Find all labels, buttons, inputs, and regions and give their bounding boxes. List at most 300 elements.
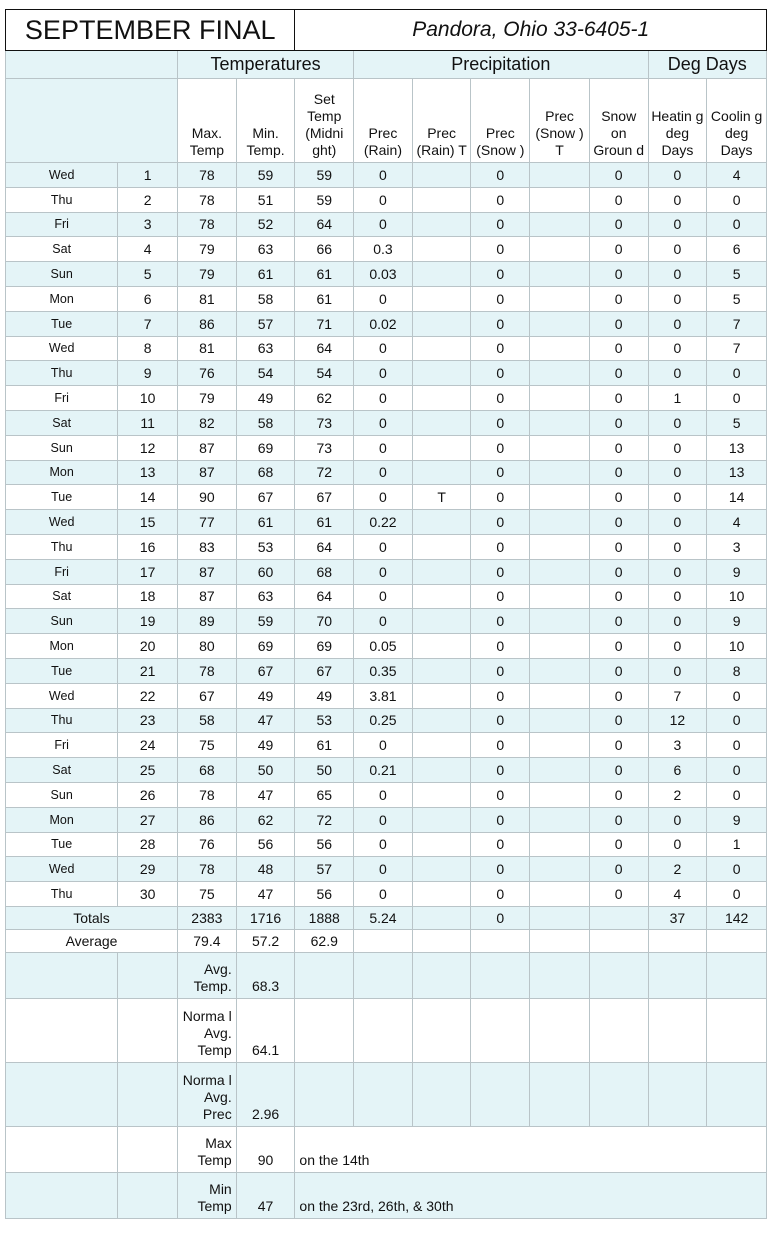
max-temp: 87 xyxy=(178,559,237,584)
prec-rain-t xyxy=(412,410,471,435)
average-empty xyxy=(530,929,590,952)
heating-deg-days: 0 xyxy=(648,361,707,386)
prec-rain: 0 xyxy=(354,410,413,435)
summary-blank xyxy=(6,1126,118,1172)
max-temp: 79 xyxy=(178,262,237,287)
heating-deg-days: 0 xyxy=(648,163,707,188)
max-temp: 75 xyxy=(178,882,237,907)
day-row xyxy=(6,658,767,683)
prec-snow-t xyxy=(530,187,590,212)
min-temp: 59 xyxy=(236,609,295,634)
snow-ground: 0 xyxy=(589,237,648,262)
prec-snow-t xyxy=(530,758,590,783)
prec-snow: 0 xyxy=(471,534,530,559)
total-snow-ground xyxy=(589,906,648,929)
summary-label: Norma l Avg. Prec xyxy=(178,1062,237,1126)
prec-rain: 0.05 xyxy=(354,634,413,659)
summary-empty xyxy=(354,1062,413,1126)
sheet-title: SEPTEMBER FINAL xyxy=(6,10,295,51)
cooling-deg-days: 5 xyxy=(707,262,767,287)
prec-snow-t xyxy=(530,410,590,435)
prec-rain: 0 xyxy=(354,286,413,311)
prec-snow: 0 xyxy=(471,683,530,708)
prec-rain: 0.3 xyxy=(354,237,413,262)
cooling-deg-days: 8 xyxy=(707,658,767,683)
prec-rain: 0 xyxy=(354,163,413,188)
summary-empty xyxy=(707,952,767,998)
prec-rain: 0 xyxy=(354,733,413,758)
set-temp: 50 xyxy=(295,758,354,783)
prec-snow: 0 xyxy=(471,807,530,832)
total-heating: 37 xyxy=(648,906,707,929)
summary-row xyxy=(6,952,767,998)
summary-empty xyxy=(589,952,648,998)
summary-empty xyxy=(295,952,354,998)
summary-empty xyxy=(589,998,648,1062)
set-temp: 64 xyxy=(295,212,354,237)
day-of-week: Mon xyxy=(6,286,118,311)
summary-empty xyxy=(648,998,707,1062)
min-temp: 63 xyxy=(236,584,295,609)
max-temp: 78 xyxy=(178,212,237,237)
heating-deg-days: 2 xyxy=(648,857,707,882)
summary-empty xyxy=(589,1062,648,1126)
heating-deg-days: 0 xyxy=(648,410,707,435)
day-of-week: Sat xyxy=(6,237,118,262)
day-row xyxy=(6,534,767,559)
max-temp: 87 xyxy=(178,435,237,460)
set-temp: 73 xyxy=(295,435,354,460)
summary-label: Avg. Temp. xyxy=(178,952,237,998)
day-of-week: Fri xyxy=(6,733,118,758)
day-of-week: Fri xyxy=(6,386,118,411)
average-set-temp: 62.9 xyxy=(295,929,354,952)
day-number: 29 xyxy=(118,857,178,882)
prec-rain: 0 xyxy=(354,882,413,907)
day-number: 20 xyxy=(118,634,178,659)
summary-empty xyxy=(648,1062,707,1126)
day-number: 16 xyxy=(118,534,178,559)
set-temp: 59 xyxy=(295,187,354,212)
prec-rain-t xyxy=(412,857,471,882)
prec-snow: 0 xyxy=(471,163,530,188)
cooling-deg-days: 9 xyxy=(707,609,767,634)
day-row xyxy=(6,212,767,237)
day-row xyxy=(6,361,767,386)
snow-ground: 0 xyxy=(589,683,648,708)
prec-snow-t xyxy=(530,857,590,882)
snow-ground: 0 xyxy=(589,758,648,783)
snow-ground: 0 xyxy=(589,410,648,435)
set-temp: 64 xyxy=(295,336,354,361)
cooling-deg-days: 13 xyxy=(707,460,767,485)
day-number: 24 xyxy=(118,733,178,758)
prec-snow: 0 xyxy=(471,361,530,386)
summary-blank xyxy=(118,1172,178,1218)
cooling-deg-days: 0 xyxy=(707,708,767,733)
prec-rain-t xyxy=(412,286,471,311)
heating-deg-days: 0 xyxy=(648,237,707,262)
prec-snow: 0 xyxy=(471,435,530,460)
day-number: 5 xyxy=(118,262,178,287)
cooling-deg-days: 9 xyxy=(707,559,767,584)
prec-snow: 0 xyxy=(471,708,530,733)
prec-rain-t xyxy=(412,237,471,262)
max-temp: 76 xyxy=(178,832,237,857)
set-temp: 64 xyxy=(295,534,354,559)
min-temp: 47 xyxy=(236,708,295,733)
heating-deg-days: 0 xyxy=(648,460,707,485)
heating-deg-days: 0 xyxy=(648,609,707,634)
prec-rain: 0 xyxy=(354,609,413,634)
prec-rain: 0.22 xyxy=(354,510,413,535)
day-row xyxy=(6,386,767,411)
prec-snow: 0 xyxy=(471,410,530,435)
prec-rain-t xyxy=(412,559,471,584)
prec-rain: 0 xyxy=(354,807,413,832)
prec-rain-t xyxy=(412,609,471,634)
snow-ground: 0 xyxy=(589,584,648,609)
prec-rain-t xyxy=(412,584,471,609)
total-set-temp: 1888 xyxy=(295,906,354,929)
total-prec-snow-t xyxy=(530,906,590,929)
day-of-week: Thu xyxy=(6,882,118,907)
max-temp: 81 xyxy=(178,336,237,361)
day-row xyxy=(6,262,767,287)
max-temp: 90 xyxy=(178,485,237,510)
summary-label: Max Temp xyxy=(178,1126,237,1172)
max-temp: 86 xyxy=(178,311,237,336)
prec-snow: 0 xyxy=(471,559,530,584)
set-temp: 71 xyxy=(295,311,354,336)
summary-empty xyxy=(412,952,471,998)
header-snow-ground: Snow on Groun d xyxy=(589,79,648,163)
prec-rain-t xyxy=(412,882,471,907)
max-temp: 80 xyxy=(178,634,237,659)
group-temperatures: Temperatures xyxy=(178,51,354,79)
summary-row xyxy=(6,1172,767,1218)
prec-snow-t xyxy=(530,832,590,857)
max-temp: 79 xyxy=(178,237,237,262)
day-number: 19 xyxy=(118,609,178,634)
heating-deg-days: 0 xyxy=(648,807,707,832)
snow-ground: 0 xyxy=(589,262,648,287)
prec-snow-t xyxy=(530,683,590,708)
day-of-week: Wed xyxy=(6,163,118,188)
day-number: 15 xyxy=(118,510,178,535)
set-temp: 70 xyxy=(295,609,354,634)
snow-ground: 0 xyxy=(589,634,648,659)
day-row xyxy=(6,733,767,758)
max-temp: 82 xyxy=(178,410,237,435)
heating-deg-days: 0 xyxy=(648,485,707,510)
set-temp: 67 xyxy=(295,485,354,510)
cooling-deg-days: 14 xyxy=(707,485,767,510)
prec-snow-t xyxy=(530,559,590,584)
day-number: 26 xyxy=(118,782,178,807)
min-temp: 67 xyxy=(236,658,295,683)
min-temp: 50 xyxy=(236,758,295,783)
cooling-deg-days: 0 xyxy=(707,758,767,783)
prec-snow-t xyxy=(530,212,590,237)
cooling-deg-days: 4 xyxy=(707,510,767,535)
day-row xyxy=(6,311,767,336)
prec-rain-t xyxy=(412,534,471,559)
day-number: 4 xyxy=(118,237,178,262)
cooling-deg-days: 13 xyxy=(707,435,767,460)
day-number: 10 xyxy=(118,386,178,411)
heating-deg-days: 4 xyxy=(648,882,707,907)
average-empty xyxy=(707,929,767,952)
set-temp: 69 xyxy=(295,634,354,659)
prec-snow: 0 xyxy=(471,262,530,287)
day-number: 25 xyxy=(118,758,178,783)
prec-snow: 0 xyxy=(471,311,530,336)
header-max-temp: Max. Temp xyxy=(178,79,237,163)
day-of-week: Sat xyxy=(6,584,118,609)
min-temp: 61 xyxy=(236,262,295,287)
day-row xyxy=(6,286,767,311)
prec-snow: 0 xyxy=(471,584,530,609)
min-temp: 60 xyxy=(236,559,295,584)
heating-deg-days: 12 xyxy=(648,708,707,733)
prec-snow: 0 xyxy=(471,733,530,758)
day-of-week: Tue xyxy=(6,311,118,336)
summary-note: on the 14th xyxy=(295,1126,767,1172)
min-temp: 56 xyxy=(236,832,295,857)
prec-rain-t xyxy=(412,708,471,733)
heating-deg-days: 6 xyxy=(648,758,707,783)
heating-deg-days: 0 xyxy=(648,658,707,683)
set-temp: 53 xyxy=(295,708,354,733)
snow-ground: 0 xyxy=(589,534,648,559)
day-number: 3 xyxy=(118,212,178,237)
summary-blank xyxy=(6,952,118,998)
cooling-deg-days: 7 xyxy=(707,311,767,336)
total-prec-rain: 5.24 xyxy=(354,906,413,929)
prec-snow-t xyxy=(530,534,590,559)
group-precipitation: Precipitation xyxy=(354,51,648,79)
snow-ground: 0 xyxy=(589,386,648,411)
set-temp: 61 xyxy=(295,262,354,287)
cooling-deg-days: 9 xyxy=(707,807,767,832)
prec-rain-t xyxy=(412,336,471,361)
day-row xyxy=(6,683,767,708)
day-row xyxy=(6,435,767,460)
day-of-week: Sun xyxy=(6,609,118,634)
summary-value: 68.3 xyxy=(236,952,295,998)
cooling-deg-days: 4 xyxy=(707,163,767,188)
day-number: 27 xyxy=(118,807,178,832)
prec-snow: 0 xyxy=(471,832,530,857)
day-row xyxy=(6,634,767,659)
min-temp: 53 xyxy=(236,534,295,559)
min-temp: 67 xyxy=(236,485,295,510)
min-temp: 51 xyxy=(236,187,295,212)
average-empty xyxy=(412,929,471,952)
prec-rain-t xyxy=(412,832,471,857)
summary-empty xyxy=(295,1062,354,1126)
group-blank xyxy=(6,51,178,79)
prec-snow-t xyxy=(530,708,590,733)
prec-rain-t xyxy=(412,262,471,287)
min-temp: 69 xyxy=(236,435,295,460)
summary-blank xyxy=(6,998,118,1062)
summary-empty xyxy=(412,998,471,1062)
prec-rain-t xyxy=(412,658,471,683)
prec-snow-t xyxy=(530,510,590,535)
max-temp: 87 xyxy=(178,584,237,609)
cooling-deg-days: 0 xyxy=(707,361,767,386)
prec-snow-t xyxy=(530,782,590,807)
snow-ground: 0 xyxy=(589,559,648,584)
prec-rain: 0.35 xyxy=(354,658,413,683)
day-number: 28 xyxy=(118,832,178,857)
set-temp: 64 xyxy=(295,584,354,609)
summary-row xyxy=(6,998,767,1062)
day-number: 11 xyxy=(118,410,178,435)
average-empty xyxy=(471,929,530,952)
prec-rain: 0 xyxy=(354,559,413,584)
day-of-week: Sun xyxy=(6,262,118,287)
min-temp: 49 xyxy=(236,683,295,708)
max-temp: 68 xyxy=(178,758,237,783)
heating-deg-days: 0 xyxy=(648,559,707,584)
day-row xyxy=(6,782,767,807)
header-prec-snow: Prec (Snow ) xyxy=(471,79,530,163)
prec-rain-t xyxy=(412,386,471,411)
prec-snow-t xyxy=(530,485,590,510)
summary-blank xyxy=(118,998,178,1062)
max-temp: 75 xyxy=(178,733,237,758)
total-cooling: 142 xyxy=(707,906,767,929)
heating-deg-days: 0 xyxy=(648,336,707,361)
min-temp: 48 xyxy=(236,857,295,882)
min-temp: 61 xyxy=(236,510,295,535)
summary-empty xyxy=(648,952,707,998)
min-temp: 49 xyxy=(236,386,295,411)
cooling-deg-days: 3 xyxy=(707,534,767,559)
total-max-temp: 2383 xyxy=(178,906,237,929)
set-temp: 56 xyxy=(295,882,354,907)
set-temp: 57 xyxy=(295,857,354,882)
day-of-week: Sun xyxy=(6,435,118,460)
summary-note: on the 23rd, 26th, & 30th xyxy=(295,1172,767,1218)
prec-snow-t xyxy=(530,807,590,832)
set-temp: 59 xyxy=(295,163,354,188)
day-row xyxy=(6,584,767,609)
heating-deg-days: 7 xyxy=(648,683,707,708)
average-empty xyxy=(648,929,707,952)
cooling-deg-days: 0 xyxy=(707,212,767,237)
snow-ground: 0 xyxy=(589,510,648,535)
prec-snow-t xyxy=(530,386,590,411)
summary-empty xyxy=(354,952,413,998)
prec-snow: 0 xyxy=(471,634,530,659)
average-min-temp: 57.2 xyxy=(236,929,295,952)
heating-deg-days: 0 xyxy=(648,212,707,237)
prec-snow-t xyxy=(530,163,590,188)
prec-rain: 0 xyxy=(354,212,413,237)
snow-ground: 0 xyxy=(589,857,648,882)
cooling-deg-days: 0 xyxy=(707,882,767,907)
day-row xyxy=(6,882,767,907)
prec-rain: 0 xyxy=(354,584,413,609)
set-temp: 54 xyxy=(295,361,354,386)
prec-snow: 0 xyxy=(471,510,530,535)
max-temp: 83 xyxy=(178,534,237,559)
snow-ground: 0 xyxy=(589,658,648,683)
heating-deg-days: 0 xyxy=(648,634,707,659)
cooling-deg-days: 0 xyxy=(707,782,767,807)
snow-ground: 0 xyxy=(589,286,648,311)
max-temp: 78 xyxy=(178,857,237,882)
set-temp: 73 xyxy=(295,410,354,435)
summary-value: 47 xyxy=(236,1172,295,1218)
prec-snow: 0 xyxy=(471,336,530,361)
prec-rain: 0.02 xyxy=(354,311,413,336)
summary-blank xyxy=(6,1062,118,1126)
prec-rain: 0 xyxy=(354,857,413,882)
day-of-week: Fri xyxy=(6,212,118,237)
prec-snow: 0 xyxy=(471,237,530,262)
prec-snow-t xyxy=(530,435,590,460)
prec-snow: 0 xyxy=(471,658,530,683)
prec-snow: 0 xyxy=(471,609,530,634)
prec-rain: 0 xyxy=(354,361,413,386)
summary-empty xyxy=(530,998,590,1062)
prec-snow-t xyxy=(530,634,590,659)
prec-rain: 0 xyxy=(354,386,413,411)
set-temp: 68 xyxy=(295,559,354,584)
max-temp: 58 xyxy=(178,708,237,733)
day-number: 2 xyxy=(118,187,178,212)
min-temp: 62 xyxy=(236,807,295,832)
day-row xyxy=(6,460,767,485)
day-of-week: Sat xyxy=(6,758,118,783)
max-temp: 78 xyxy=(178,163,237,188)
max-temp: 86 xyxy=(178,807,237,832)
day-of-week: Thu xyxy=(6,534,118,559)
summary-empty xyxy=(471,998,530,1062)
summary-label: Norma l Avg. Temp xyxy=(178,998,237,1062)
set-temp: 61 xyxy=(295,286,354,311)
prec-rain: 0 xyxy=(354,336,413,361)
prec-snow-t xyxy=(530,286,590,311)
title-row xyxy=(6,10,767,51)
day-of-week: Thu xyxy=(6,361,118,386)
snow-ground: 0 xyxy=(589,336,648,361)
summary-value: 2.96 xyxy=(236,1062,295,1126)
summary-empty xyxy=(471,1062,530,1126)
summary-empty xyxy=(354,998,413,1062)
day-number: 21 xyxy=(118,658,178,683)
summary-value: 90 xyxy=(236,1126,295,1172)
prec-snow-t xyxy=(530,336,590,361)
day-of-week: Wed xyxy=(6,683,118,708)
day-row xyxy=(6,857,767,882)
prec-rain-t xyxy=(412,782,471,807)
min-temp: 54 xyxy=(236,361,295,386)
summary-blank xyxy=(6,1172,118,1218)
average-row xyxy=(6,929,767,952)
prec-rain-t xyxy=(412,311,471,336)
heating-deg-days: 0 xyxy=(648,584,707,609)
heating-deg-days: 0 xyxy=(648,286,707,311)
prec-rain: 0.03 xyxy=(354,262,413,287)
day-number: 14 xyxy=(118,485,178,510)
cooling-deg-days: 0 xyxy=(707,733,767,758)
